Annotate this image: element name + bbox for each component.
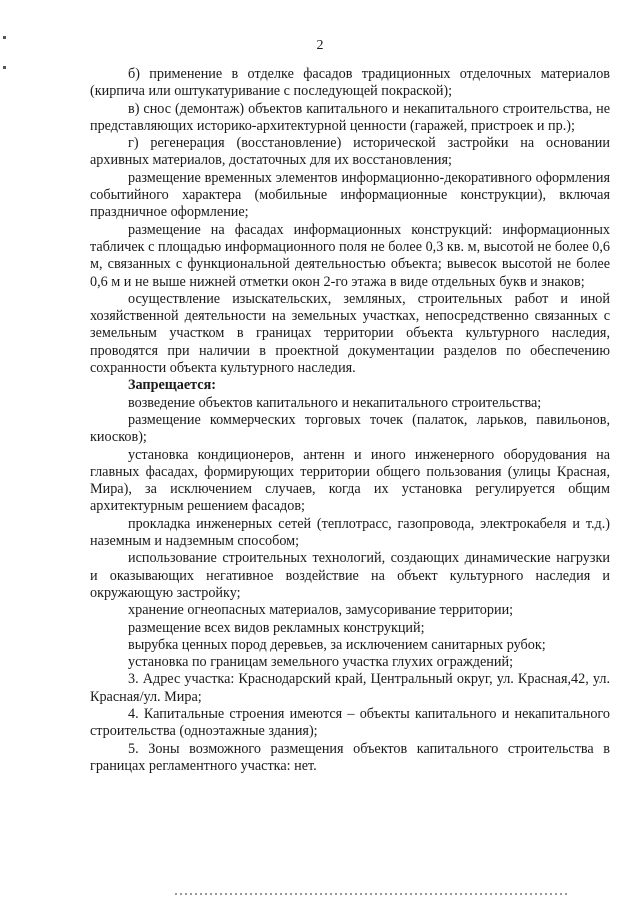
paragraph: размещение временных элементов информационно-декоративного оформления событийного характера (мобильные информационные конструкции), включая праздничное оформление; [90,169,610,221]
paragraph: 5. Зоны возможного размещения объектов капитального строительства в границах регламентного участка: нет. [90,740,610,774]
paragraph: хранение огнеопасных материалов, замусоривание территории; [128,602,514,619]
footer-scan-line [175,893,570,895]
paragraph: установка кондиционеров, антенн и иного инженерного оборудования на главных фасадах, формирующих территории общего пользования (улицы Красная, Мира), за исключением случаев, когда их установка регулируется общим архитектурным решением фасадов; [90,446,610,515]
scan-artifact-dot [3,66,6,69]
paragraph: 4. Капитальные строения имеются – объекты капитального и некапитального строительства (одноэтажные здания); [90,705,610,740]
paragraph: 3. Адрес участка: Краснодарский край, Центральный округ, ул. Красная,42, ул. Красная/ул. Мира; [90,671,610,705]
paragraph: б) применение в отделке фасадов традиционных отделочных материалов (кирпича или оштукатуривание с последующей покраской); [90,66,610,100]
document-body [90,66,610,775]
paragraph: осуществление изыскательских, земляных, строительных работ и иной хозяйственной деятельности на земельных участках, непосредственно связанных с земельным участком в границах территории объекта культурного наследия, проводятся при наличии в проектной документации разделов по обеспечению сохранности объекта культурного наследия. [90,290,610,377]
paragraph: размещение на фасадах информационных конструкций: информационных табличек с площадью информационного поля не более 0,3 кв. м, высотой не более 0,6 м, связанных с функциональной деятельностью объекта; вывесок высотой не более 0,6 м и не выше нижней отметки окон 2-го этажа в виде отдельных букв и знаков; [90,221,610,290]
section-heading: Запрещается: [128,377,216,394]
paragraph: прокладка инженерных сетей (теплотрасс, газопровода, электрокабеля и т.д.) наземным и надземным способом; [90,515,610,550]
page-number: 2 [316,38,324,53]
paragraph: установка по границам земельного участка глухих ограждений; [128,654,514,671]
paragraph: возведение объектов капитального и некапитального строительства; [128,394,542,411]
paragraph: размещение всех видов рекламных конструкций; [128,619,425,636]
paragraph: в) снос (демонтаж) объектов капитального и некапитального строительства, не представляющих историко-архитектурной ценности (гаражей, пристроек и пр.); [90,100,610,134]
paragraph: г) регенерация (восстановление) исторической застройки на основании архивных материалов, достаточных для их восстановления; [90,135,610,169]
paragraph: размещение коммерческих торговых точек (палаток, ларьков, павильонов, киосков); [90,411,610,446]
paragraph: использование строительных технологий, создающих динамические нагрузки и оказывающих негативное воздействие на объект культурного наследия и окружающую застройку; [90,550,610,601]
paragraph: вырубка ценных пород деревьев, за исключением санитарных рубок; [128,636,546,653]
